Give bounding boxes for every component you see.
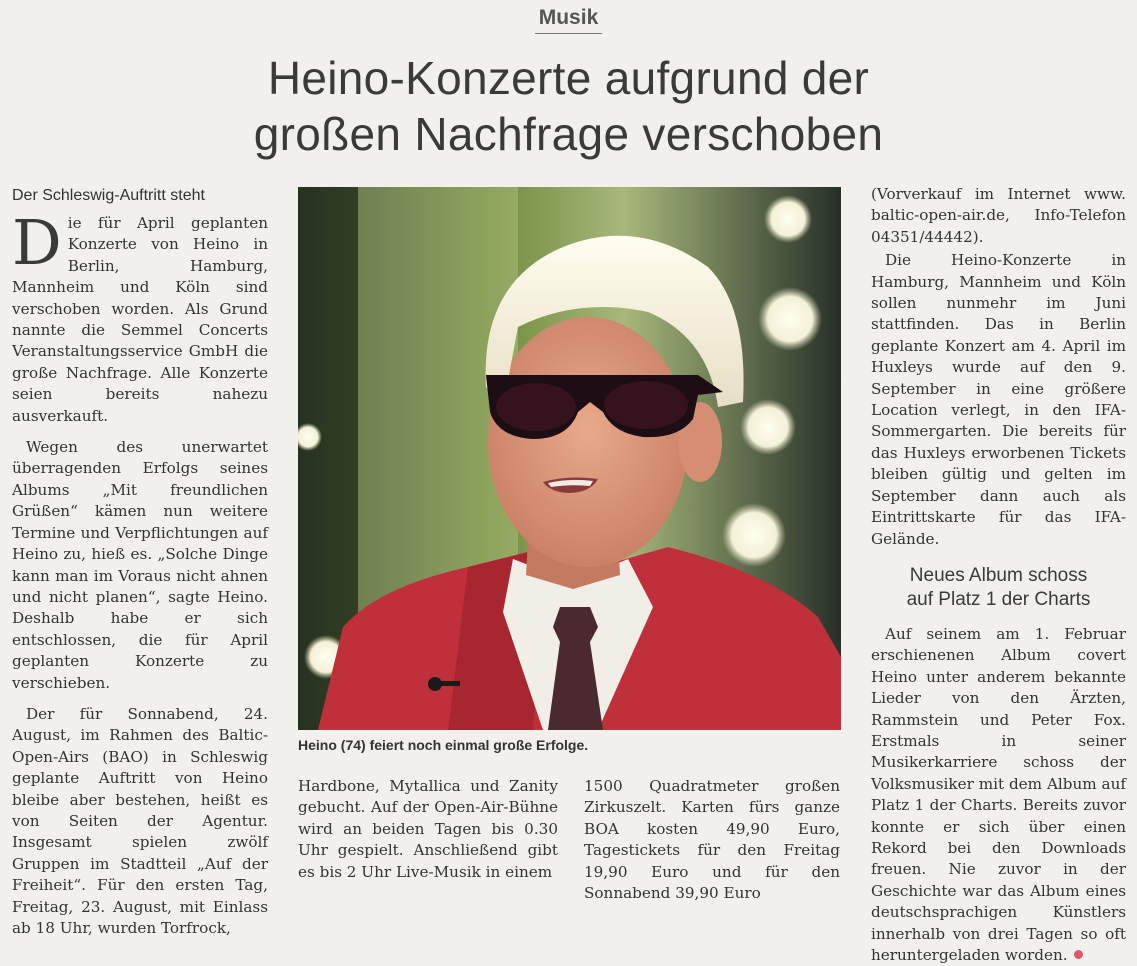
intermediate-heading: [871, 564, 1126, 612]
photo-caption: Heino (74) feiert noch einmal große Erfolge.: [298, 737, 589, 753]
article-column-4: [871, 184, 1126, 966]
heino-photo-illustration: [298, 187, 841, 730]
article-column-3: [584, 776, 840, 904]
paragraph-postponed-dates: Die Heino-Konzerte in Hamburg, Mannheim und Köln sollen nunmehr im Juni stattfinden. Das in Berlin geplante Konzert am 4. April im Huxleys wurde auf den 9. September in eine größere Location verlegt, in den IFA-Sommergarten. Die bereits für das Huxleys erworbenen Tickets bleiben gültig und gelten im September dann auch als Eintrittskarte für das IFA-Gelände.: [871, 251, 1126, 548]
article-column-1: [12, 186, 268, 939]
article-column-2: [298, 776, 558, 883]
headline-line-1: Heino-Konzerte aufgrund der: [267, 52, 870, 104]
paragraph-continued-1: Hardbone, Mytallica und Zanity gebucht. Auf der Open-Air-Bühne wird an beiden Tagen bis 0.30 Uhr gespielt. Anschließend gibt es bis 2 Uhr Live-Musik in einem: [298, 777, 558, 881]
paragraph-3: Der für Sonnabend, 24. August, im Rahmen des Baltic-Open-Airs (BAO) in Schleswig geplante Auftritt von Heino bleibe aber bestehen, heißt es von Seiten der Agentur. Insgesamt spielen zwölf Gruppen im Stadtteil „Auf der Freiheit“. Für den ersten Tag, Freitag, 23. August, mit Einlass ab 18 Uhr, wurden Torfrock,: [12, 704, 268, 937]
end-of-article-dot-icon: [1074, 950, 1083, 959]
paragraph-2: Wegen des unerwartet überragenden Erfolgs seines Albums „Mit freundlichen Grüßen“ kämen nun weitere Termine und Verpflichtungen auf Heino zu, hieß es. „Solche Dinge kann man im Voraus nicht ahnen und nicht planen“, sagte Heino. Deshalb habe er sich entschlossen, die für April geplanten Konzerte zu verschieben.: [12, 438, 268, 692]
intermediate-heading-line-2: auf Platz 1 der Charts: [906, 588, 1091, 610]
article-photo: [298, 187, 841, 730]
headline-line-2: großen Nachfrage verschoben: [253, 108, 884, 160]
paragraph-1: [12, 206, 268, 427]
rubric-label: Musik: [535, 6, 603, 34]
paragraph-album: [871, 624, 1126, 966]
intermediate-heading-line-1: Neues Album schoss: [909, 564, 1088, 586]
headline: [0, 50, 1137, 162]
drop-cap: D: [12, 206, 62, 279]
subheading: Der Schleswig-Auftritt steht: [12, 187, 205, 204]
paragraph-continued-2: 1500 Quadratmeter großen Zirkuszelt. Karten fürs ganze BOA kosten 49,90 Euro, Tagestickets für den Freitag 19,90 Euro und für den Sonnabend 39,90 Euro: [584, 777, 840, 903]
paragraph-album-text: Auf seinem am 1. Februar erschienenen Album covert Heino unter anderem bekannte Lieder von den Ärzten, Rammstein und Peter Fox. Erstmals in seiner Musikerkarriere schoss der Volksmusiker mit dem Album auf Platz 1 der Charts. Bereits zuvor konnte er sich über einen Rekord bei den Downloads freuen. Nie zuvor in der Geschichte war das Album eines deutschsprachigen Künstlers innerhalb von drei Tagen so oft heruntergeladen worden.: [871, 624, 1126, 964]
paragraph-1-text: ie für April geplanten Konzerte von Heino in Berlin, Hamburg, Mannheim und Köln sind verschoben worden. Als Grund nannte die Semmel Concerts Veranstaltungsservice GmbH die große Nachfrage. Alle Konzerte seien bereits nahezu ausverkauft.: [12, 214, 268, 425]
section-rubric: [0, 6, 1137, 34]
paragraph-presale: (Vorverkauf im Internet www. baltic-open-air.de, Info-Telefon 04351/44442).: [871, 185, 1126, 246]
